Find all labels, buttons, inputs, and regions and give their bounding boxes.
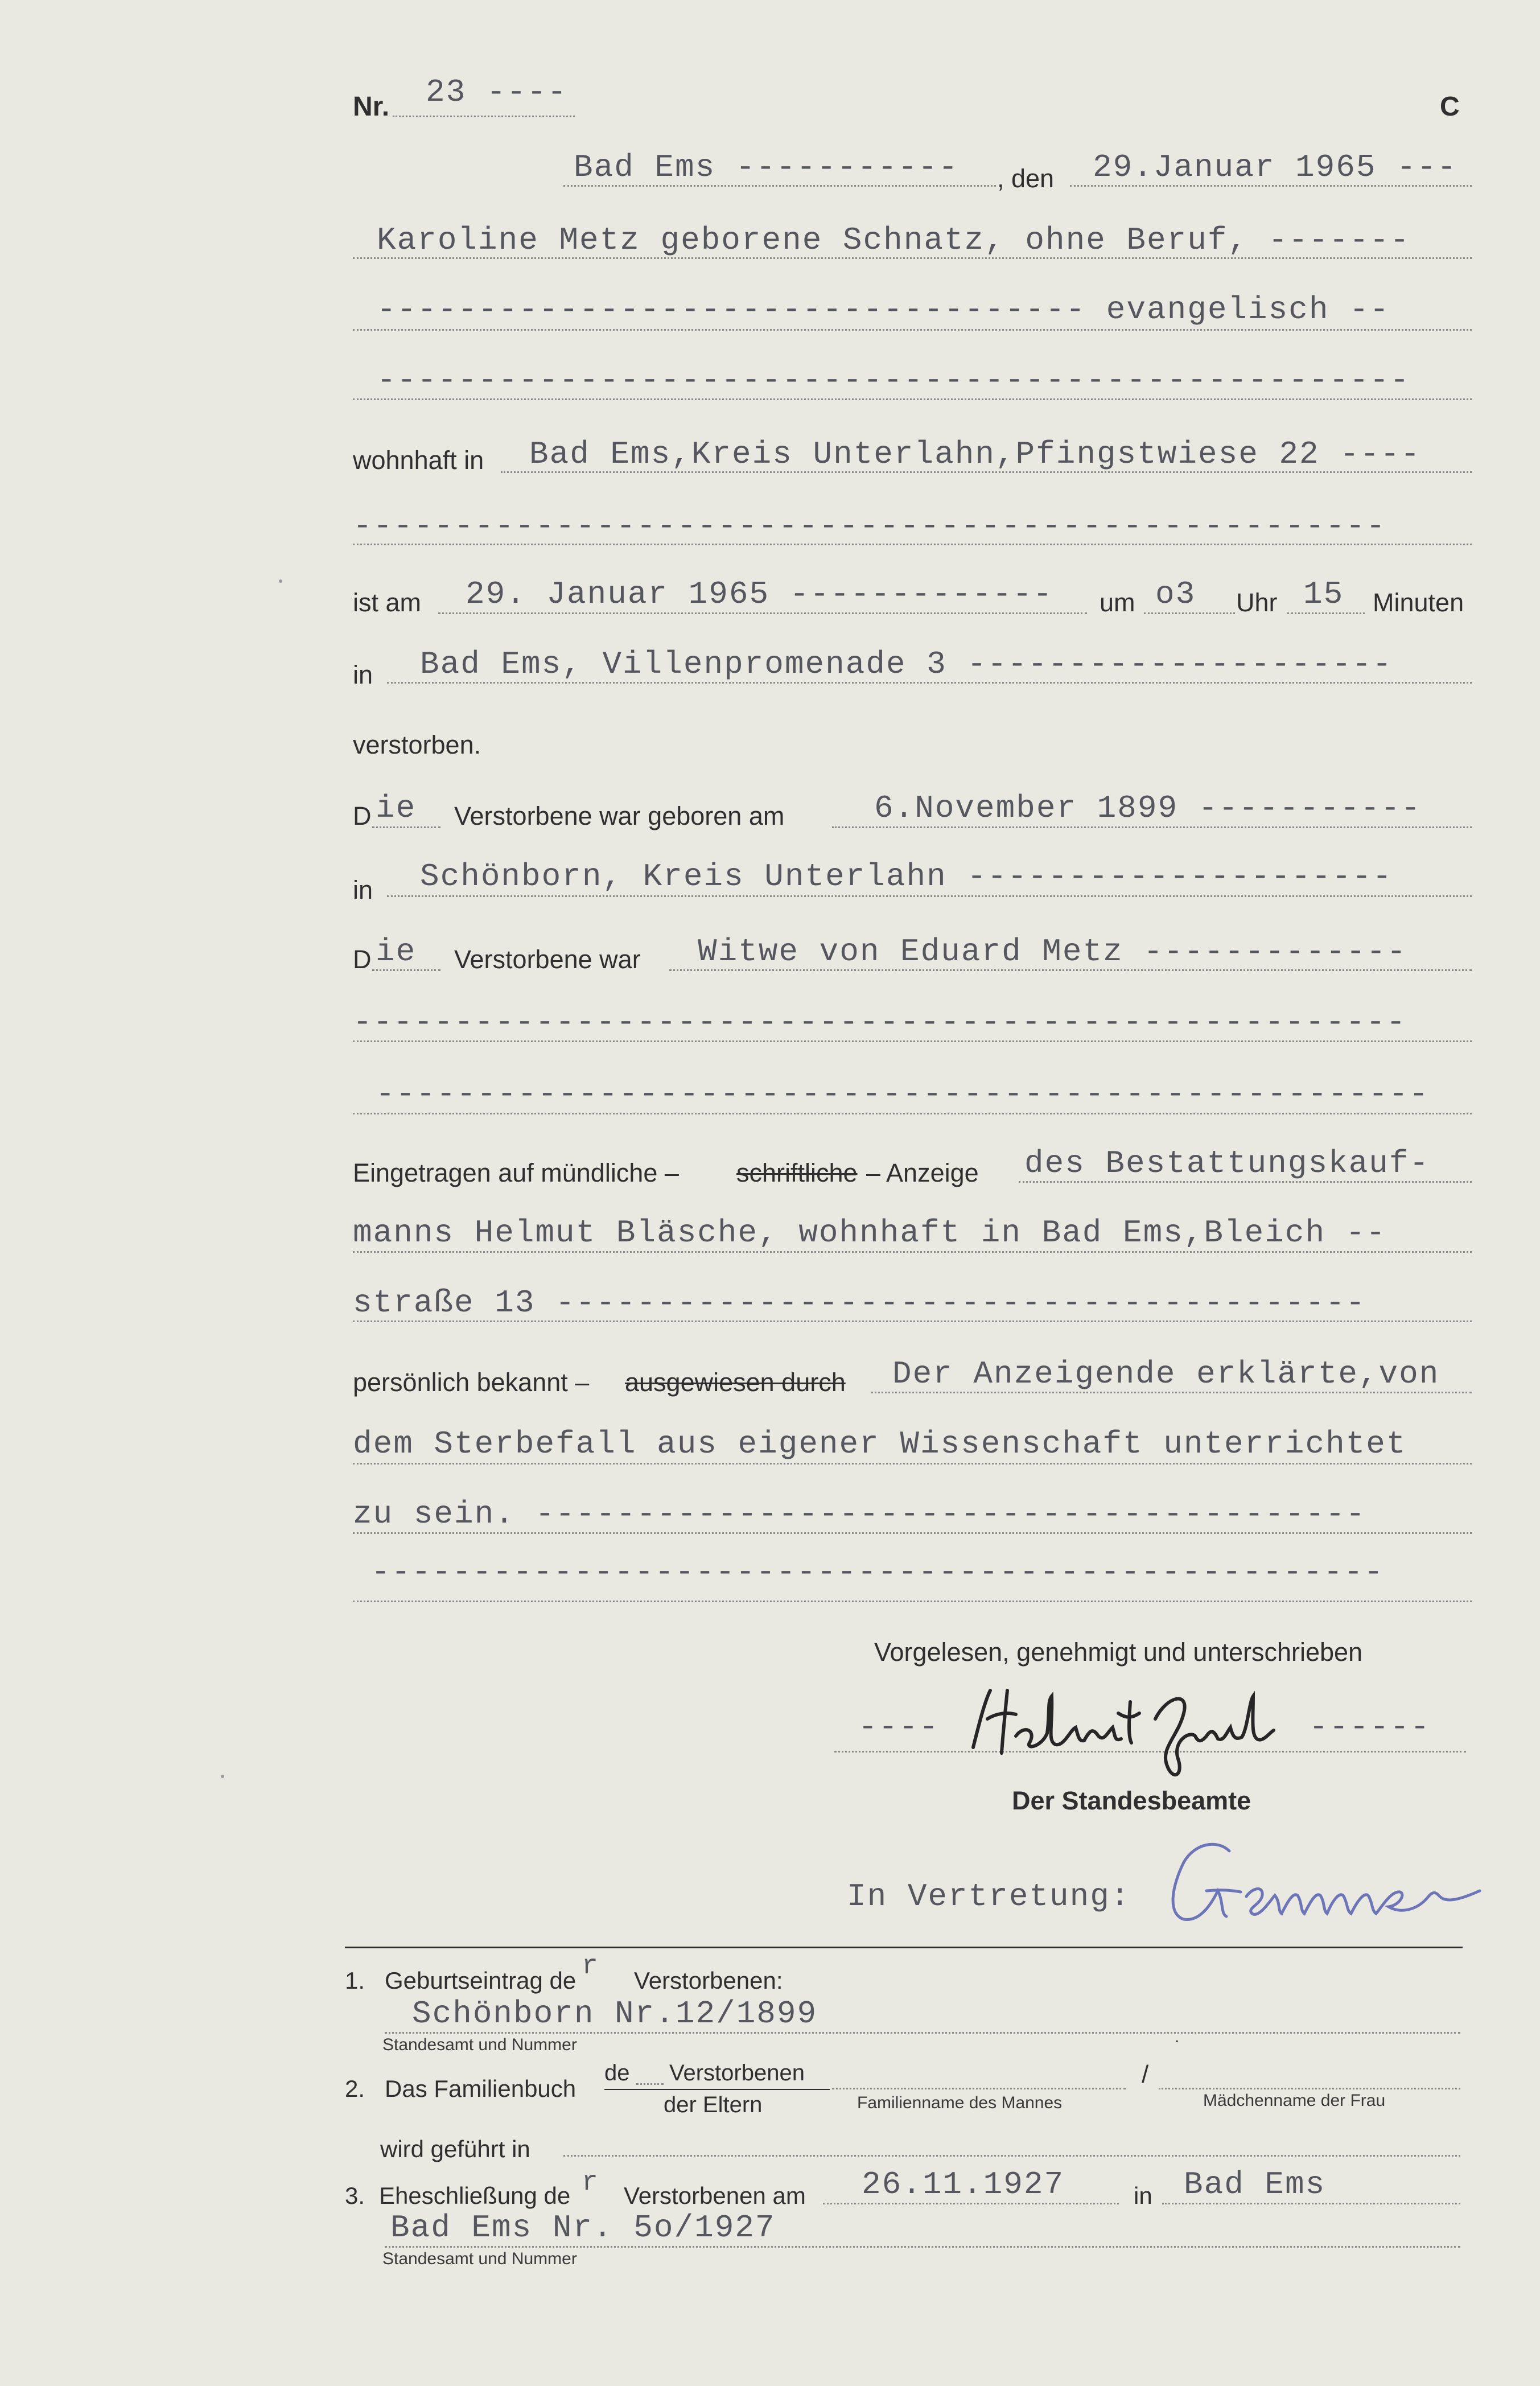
dash-left: ---- [858,1709,940,1745]
verstorben-label: verstorben. [353,730,481,759]
in-label: in [353,875,373,904]
item1-article: r [582,1951,599,1982]
standesamt-caption: Standesamt und Nummer [382,2035,577,2054]
familienbuch-label: Das Familienbuch [385,2075,577,2102]
in-label: in [353,660,373,689]
deceased-religion: ----------------------------------- evangelisch -- [377,291,1390,328]
ist-am-label: ist am [353,588,422,617]
filler-line: ---------------------------------------------------- [353,1004,1407,1040]
filler-line: --------------------------------------------------- [353,508,1386,544]
frac-top: Verstorbenen [669,2060,805,2085]
slash: / [1142,2060,1149,2088]
identity-line-1: Der Anzeigende erklärte,von [892,1356,1440,1392]
item1-number: 1. [345,1967,365,1994]
informant-line-1: des Bestattungskauf- [1024,1145,1430,1182]
um-label: um [1100,588,1135,617]
bekannt-label: persönlich bekannt – [353,1368,590,1397]
dot-mark: . [1175,2027,1180,2046]
schriftliche-struck-label: schriftliche [736,1158,858,1187]
eingetragen-label: Eingetragen auf mündliche – [353,1158,679,1187]
caption-frau: Mädchenname der Frau [1203,2091,1386,2110]
informant-signature-text: Helmut Bläsche [1106,1777,1147,1783]
speck [221,1775,224,1778]
informant-signature-image [962,1679,1292,1787]
uhr-label: Uhr [1236,588,1278,617]
verstorbenen-am-label: Verstorbenen am [624,2182,806,2209]
verstorbenen-label: Verstorbenen: [634,1967,783,1994]
frac-top-de: de [604,2060,630,2085]
in-label: in [1134,2182,1152,2209]
verstorbene-war-label: Verstorbene war [454,945,641,974]
nr-label: Nr. [353,92,390,122]
geboren-label: Verstorbene war geboren am [454,801,785,830]
deceased-name: Karoline Metz geborene Schnatz, ohne Beruf, ------- [377,222,1410,258]
item3-number: 3. [345,2182,365,2209]
birth-place: Schönborn, Kreis Unterlahn --------------------- [420,858,1393,895]
vorgelesen-label: Vorgelesen, genehmigt und unterschrieben [874,1638,1363,1667]
filler-line: --------------------------------------------------- [377,362,1410,398]
birth-date: 6.November 1899 ----------- [874,790,1422,826]
registrar-signature-text: Gemmer [1320,1927,1343,1934]
record-number: 23 ---- [426,74,568,110]
death-place: Bad Ems, Villenpromenade 3 --------------------- [420,646,1393,682]
caption-mann: Familienname des Mannes [857,2093,1063,2112]
die-label: D [353,801,372,830]
item2-number: 2. [345,2075,365,2102]
marriage-place: Bad Ems [1184,2166,1326,2203]
marital-status: Witwe von Eduard Metz ------------- [698,933,1407,970]
identity-line-2: dem Sterbefall aus eigener Wissenschaft unterrichtet [353,1426,1407,1462]
identity-line-3: zu sein. ----------------------------------------- [353,1496,1366,1532]
informant-line-3: straße 13 ---------------------------------------- [353,1285,1366,1321]
death-date: 29. Januar 1965 ------------- [466,576,1053,612]
residence-value: Bad Ems,Kreis Unterlahn,Pfingstwiese 22 ---- [529,436,1421,472]
marriage-entry-value: Bad Ems Nr. 5o/1927 [390,2210,776,2246]
registration-date: 29.Januar 1965 --- [1093,149,1457,186]
birth-entry-value: Schönborn Nr.12/1899 [412,1996,818,2032]
item3-article: r [582,2167,599,2198]
ausgewiesen-struck-label: ausgewiesen durch [625,1368,846,1397]
dash-right: ------ [1309,1709,1431,1745]
registrar-title: Der Standesbeamte [1012,1786,1251,1815]
birth-article: ie [376,790,417,826]
vertretung-label: In Vertretung: [847,1878,1131,1915]
speck [279,579,282,583]
geburtseintrag-label: Geburtseintrag de [385,1967,577,1994]
gefuehrt-label: wird geführt in [380,2136,530,2162]
standesamt-caption: Standesamt und Nummer [382,2249,577,2268]
anzeige-label: – Anzeige [866,1158,979,1187]
den-label: , den [997,164,1055,193]
informant-line-2: manns Helmut Bläsche, wohnhaft in Bad Ems,Bleich -- [353,1215,1386,1251]
marital-article: ie [376,933,417,970]
corner-letter: C [1440,92,1460,122]
residence-label: wohnhaft in [353,446,484,475]
frac-bottom: der Eltern [664,2092,763,2117]
filler-line: ---------------------------------------------------- [376,1076,1430,1112]
identity-line-4: -------------------------------------------------- [371,1554,1385,1590]
death-hour: o3 [1155,576,1196,612]
die-label: D [353,945,372,974]
registrar-signature-image [1161,1828,1502,1936]
minuten-label: Minuten [1373,588,1464,617]
death-minutes: 15 [1303,576,1344,612]
registration-place: Bad Ems ----------- [574,149,959,186]
marriage-date: 26.11.1927 [862,2166,1065,2203]
eheschliessung-label: Eheschließung de [379,2182,571,2209]
